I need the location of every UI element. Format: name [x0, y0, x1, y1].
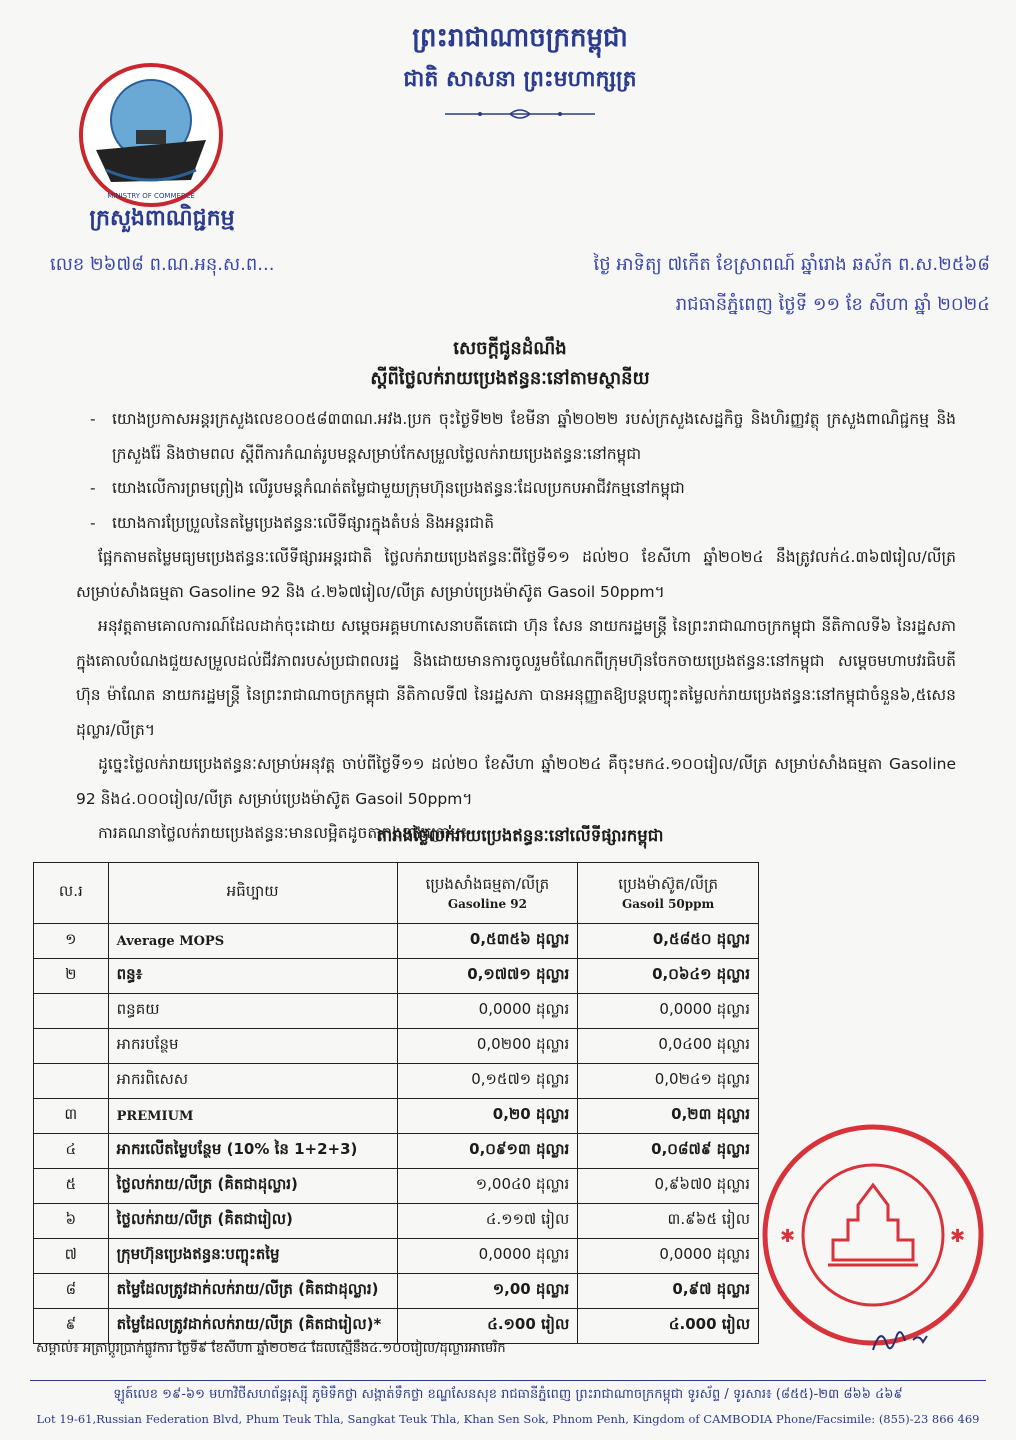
svg-text:✱: ✱	[950, 1226, 966, 1247]
row-no	[34, 1029, 109, 1064]
kingdom-heading: ព្រះរាជាណាចក្រកម្ពុជា	[412, 23, 628, 53]
ministry-name: ក្រសួងពាណិជ្ជកម្ម	[89, 206, 235, 231]
footer-divider	[30, 1380, 986, 1381]
document-body	[76, 402, 956, 851]
solar-date: រាជធានីភ្នំពេញ ថ្ងៃទី ១១ ខែ សីហា ឆ្នាំ ២០២៤	[675, 294, 990, 315]
exchange-rate-note: សម្គាល់៖ អត្រាប្តូរប្រាក់ផ្លូវការ ថ្ងៃទី៩ ខែសីហា ឆ្នាំ២០២៤ ដែលស្មើនឹង៤.១០០រៀល/ដុល្លារអាមេរិក	[36, 1341, 506, 1356]
row-description: តម្លៃដែលត្រូវដាក់លក់រាយ/លីត្រ (គិតជារៀល)*	[108, 1309, 397, 1344]
table-row	[34, 1169, 759, 1204]
row-no: ៧	[34, 1239, 109, 1274]
row-description: PREMIUM	[108, 1099, 397, 1134]
row-gasoline: 0,១៧៧១ ដុល្លារ	[397, 959, 578, 994]
row-gasoline: 0,០៩១៣ ដុល្លារ	[397, 1134, 578, 1169]
row-diesel: 0,៥៨៥០ ដុល្លារ	[578, 924, 759, 959]
row-no	[34, 994, 109, 1029]
row-diesel: ៤.000 រៀល	[578, 1309, 759, 1344]
row-no: ៦	[34, 1204, 109, 1239]
table-row	[34, 1099, 759, 1134]
reference-bullet: - យោងប្រកាសអន្តរក្រសួងលេខ០០៥៨៣៣ណ.អវង.ប្រក ចុះថ្ងៃទី២២ ខែមីនា ឆ្នាំ២០២២ របស់ក្រសួងសេដ្ឋកិច្ច និងហិរញ្ញវត្ថុ ក្រសួងពាណិជ្ជកម្ម និងក្រសួងរ៉ែ និងថាមពល ស្តីពីការកំណត់រូបមន្តសម្រាប់កែសម្រួលថ្លៃលក់រាយប្រេងឥន្ធនៈនៅកម្ពុជា	[76, 402, 956, 471]
body-paragraph: អនុវត្តតាមគោលការណ៍ដែលដាក់ចុះដោយ សម្តេចអគ្គមហាសេនាបតីតេជោ ហ៊ុន សែន នាយករដ្ឋមន្ត្រី នៃព្រះរាជាណាចក្រកម្ពុជា នីតិកាលទី៦ នៃរដ្ឋសភា ក្នុងគោលបំណងជួយសម្រួលដល់ជីវភាពរបស់ប្រជាពលរដ្ឋ និងដោយមានការចូលរួមចំណែកពីក្រុមហ៊ុនចែកចាយប្រេងឥន្ធនៈនៅកម្ពុជា សម្តេចមហាបវរធិបតី ហ៊ុន ម៉ាណែត នាយករដ្ឋមន្ត្រី នៃព្រះរាជាណាចក្រកម្ពុជា នីតិកាលទី៧ នៃរដ្ឋសភា បានអនុញ្ញាតឱ្យបន្តបញ្ចុះតម្លៃលក់រាយប្រេងឥន្ធនៈនៅកម្ពុជាចំនួន៦,៥សេនដុល្លារ/លីត្រ។	[76, 617, 956, 739]
official-seal-stamp	[758, 1120, 988, 1350]
body-paragraph: ការគណនាថ្លៃលក់រាយប្រេងឥន្ធនៈមានលម្អិតដូចតារាងខាងក្រោម៖	[98, 824, 468, 842]
svg-text:✱: ✱	[780, 1226, 796, 1247]
table-row	[34, 1309, 759, 1344]
row-gasoline: 0,0២00 ដុល្លារ	[397, 1029, 578, 1064]
table-header-row	[34, 863, 759, 924]
header-gasoline	[397, 863, 578, 924]
ornament-divider	[440, 104, 600, 124]
document-title: សេចក្តីជូនដំណឹង	[453, 338, 567, 359]
table-row	[34, 1064, 759, 1099]
footer-address-english: Lot 19-61,Russian Federation Blvd, Phum Teuk Thla, Sangkat Teuk Thla, Khan Sen Sok, Phnom Penh, Kingdom of CAMBODIA Phone/Facsimile: (855)-23 866 469	[36, 1412, 980, 1426]
row-gasoline: 0,0000 ដុល្លារ	[397, 994, 578, 1029]
row-description: អាករពិសេស	[108, 1064, 397, 1099]
body-paragraph: ផ្អែកតាមតម្លៃមធ្យមប្រេងឥន្ធនៈលើទីផ្សារអន្តរជាតិ ថ្លៃលក់រាយប្រេងឥន្ធនៈពីថ្ងៃទី១១ ដល់២០ ខែសីហា ឆ្នាំ២០២៤ នឹងត្រូវលក់៤.៣៦៧រៀល/លីត្រ សម្រាប់សាំងធម្មតា Gasoline 92 និង ៤.២៦៧រៀល/លីត្រ សម្រាប់ប្រេងម៉ាស៊ូត Gasoil 50ppm។	[76, 548, 956, 601]
header-no: ល.រ	[34, 863, 109, 924]
row-gasoline: ៤.១00 រៀល	[397, 1309, 578, 1344]
row-gasoline: 0,៥៣៥៦ ដុល្លារ	[397, 924, 578, 959]
row-gasoline: ៤.១១៧ រៀល	[397, 1204, 578, 1239]
row-description: អាករបន្ថែម	[108, 1029, 397, 1064]
table-row	[34, 994, 759, 1029]
header-gasoline-en: Gasoline 92	[447, 897, 527, 911]
row-diesel: 0,០៦៤១ ដុល្លារ	[578, 959, 759, 994]
svg-text:MINISTRY OF COMMERCE: MINISTRY OF COMMERCE	[107, 192, 195, 200]
reference-bullet: - យោងលើការព្រមព្រៀង លើរូបមន្តកំណត់តម្លៃជាមួយក្រុមហ៊ុនប្រេងឥន្ធនៈដែលប្រកបអាជីវកម្មនៅកម្ពុជា	[76, 471, 956, 506]
body-paragraph: ដូច្នេះថ្លៃលក់រាយប្រេងឥន្ធនៈសម្រាប់អនុវត្ត ចាប់ពីថ្ងៃទី១១ ដល់២០ ខែសីហា ឆ្នាំ២០២៤ គឺចុះមក៤.១០០រៀល/លីត្រ សម្រាប់សាំងធម្មតា Gasoline 92 និង៤.០០០រៀល/លីត្រ សម្រាប់ប្រេងម៉ាស៊ូត Gasoil 50ppm។	[76, 755, 956, 808]
table-row	[34, 1239, 759, 1274]
table-title: តារាងថ្លៃលក់រាយប្រេងឥន្ធនៈនៅលើទីផ្សារកម្ពុជា	[376, 826, 664, 845]
row-no: ២	[34, 959, 109, 994]
row-diesel: 0,0៤00 ដុល្លារ	[578, 1029, 759, 1064]
motto-heading: ជាតិ សាសនា ព្រះមហាក្សត្រ	[403, 67, 637, 92]
row-description: ក្រុមហ៊ុនប្រេងឥន្ធនៈបញ្ចុះតម្លៃ	[108, 1239, 397, 1274]
table-row	[34, 924, 759, 959]
row-diesel: ៣.៩៦៥ រៀល	[578, 1204, 759, 1239]
row-no: ៣	[34, 1099, 109, 1134]
row-no: ១	[34, 924, 109, 959]
row-description: ថ្លៃលក់រាយ/លីត្រ (គិតជាដុល្លារ)	[108, 1169, 397, 1204]
row-diesel: 0,0000 ដុល្លារ	[578, 994, 759, 1029]
table-row	[34, 1204, 759, 1239]
header-diesel-en: Gasoil 50ppm	[622, 897, 715, 911]
table-row	[34, 1134, 759, 1169]
row-gasoline: 0,0000 ដុល្លារ	[397, 1239, 578, 1274]
row-description: ថ្លៃលក់រាយ/លីត្រ (គិតជារៀល)	[108, 1204, 397, 1239]
row-description: អាករលើតម្លៃបន្ថែម (10% នៃ 1+2+3)	[108, 1134, 397, 1169]
price-table	[33, 862, 759, 1344]
row-diesel: 0,០៨៧៩ ដុល្លារ	[578, 1134, 759, 1169]
row-no	[34, 1064, 109, 1099]
row-description: តម្លៃដែលត្រូវដាក់លក់រាយ/លីត្រ (គិតជាដុល្លារ)	[108, 1274, 397, 1309]
row-gasoline: ១,00 ដុល្លារ	[397, 1274, 578, 1309]
reference-number: លេខ ២៦៧៨ ព.ណ.អនុ.ស.ព...	[50, 254, 275, 275]
signature	[868, 1320, 948, 1360]
lunar-date: ថ្ងៃ អាទិត្យ ៧កើត ខែស្រាពណ៍ ឆ្នាំរោង ឆស័ក ព.ស.២៥៦៨	[593, 254, 990, 275]
row-description: Average MOPS	[108, 924, 397, 959]
row-gasoline: 0,២0 ដុល្លារ	[397, 1099, 578, 1134]
row-description: ពន្ធ៖	[108, 959, 397, 994]
reference-bullet: - យោងការប្រែប្រួលនៃតម្លៃប្រេងឥន្ធនៈលើទីផ្សារក្នុងតំបន់ និងអន្តរជាតិ	[76, 506, 956, 541]
row-diesel: 0,៩៧ ដុល្លារ	[578, 1274, 759, 1309]
row-diesel: 0,២៣ ដុល្លារ	[578, 1099, 759, 1134]
row-no: ៩	[34, 1309, 109, 1344]
row-no: ៥	[34, 1169, 109, 1204]
row-diesel: 0,0២៤១ ដុល្លារ	[578, 1064, 759, 1099]
table-row	[34, 1274, 759, 1309]
header-gasoline-km: ប្រេងសាំងធម្មតា/លីត្រ	[425, 875, 550, 893]
document-subtitle: ស្តីពីថ្លៃលក់រាយប្រេងឥន្ធនៈនៅតាមស្ថានីយ	[370, 368, 650, 389]
header-description: អធិប្បាយ	[108, 863, 397, 924]
ministry-logo	[76, 60, 226, 210]
table-row	[34, 959, 759, 994]
header-diesel	[578, 863, 759, 924]
row-diesel: 0,៩៦៧0 ដុល្លារ	[578, 1169, 759, 1204]
header-diesel-km: ប្រេងម៉ាស៊ូត/លីត្រ	[618, 875, 718, 893]
table-row	[34, 1029, 759, 1064]
row-gasoline: ១,00៤0 ដុល្លារ	[397, 1169, 578, 1204]
row-no: ៤	[34, 1134, 109, 1169]
row-diesel: 0,0000 ដុល្លារ	[578, 1239, 759, 1274]
footer-address-khmer: ឡូត៍លេខ ១៩-៦១ មហាវិថីសហព័ន្ធរុស្ស៊ី ភូមិទឹកថ្លា សង្កាត់ទឹកថ្លា ខណ្ឌសែនសុខ រាជធានីភ្នំពេញ ព្រះរាជាណាចក្រកម្ពុជា ទូរស័ព្ទ / ទូរសារ៖ (៨៥៥)-២៣ ៨៦៦ ៤៦៩	[113, 1387, 903, 1402]
row-description: ពន្ធគយ	[108, 994, 397, 1029]
row-no: ៨	[34, 1274, 109, 1309]
row-gasoline: 0,១៥៧១ ដុល្លារ	[397, 1064, 578, 1099]
